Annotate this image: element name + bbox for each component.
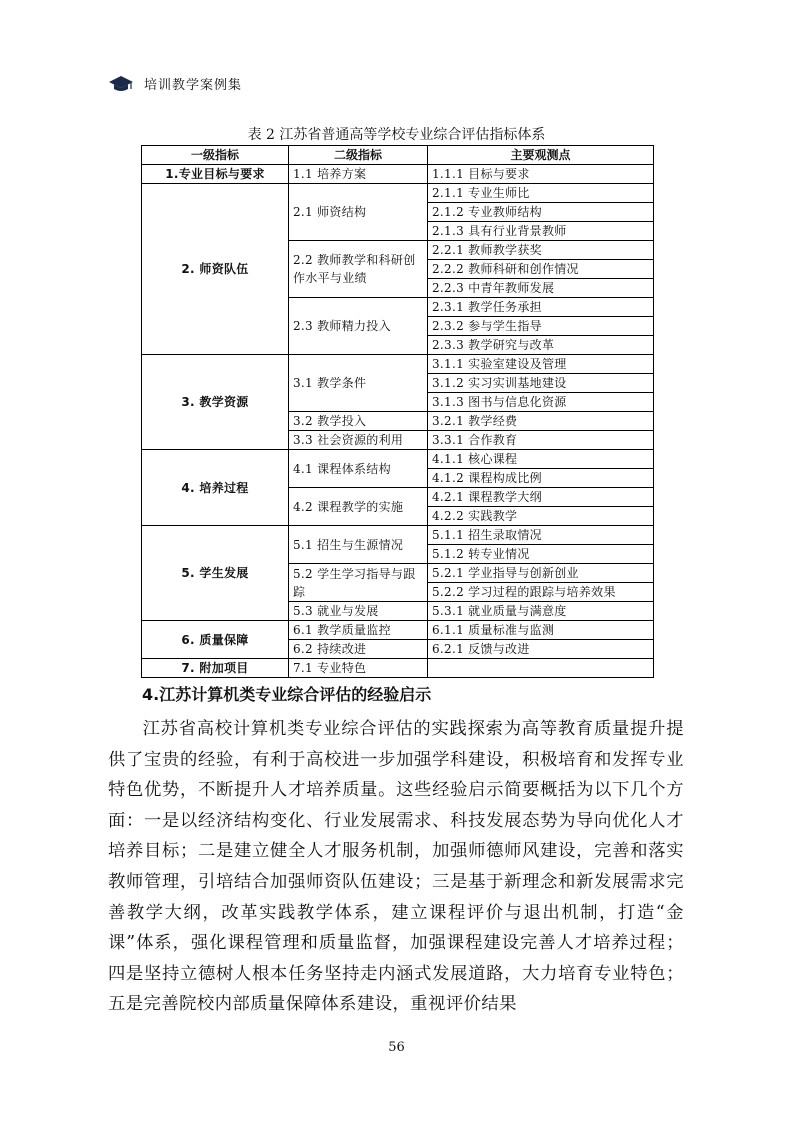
level1-cell: 6. 质量保障 [142,621,289,659]
level1-cell: 2. 师资队伍 [142,184,289,355]
observation-cell: 3.1.1 实验室建设及管理 [428,355,654,374]
level2-cell: 1.1 培养方案 [289,165,428,184]
column-header: 主要观测点 [428,146,654,165]
level1-cell: 4. 培养过程 [142,450,289,526]
observation-cell: 1.1.1 目标与要求 [428,165,654,184]
observation-cell: 3.1.3 图书与信息化资源 [428,393,654,412]
observation-cell: 3.2.1 教学经费 [428,412,654,431]
column-header: 二级指标 [289,146,428,165]
observation-cell: 4.2.2 实践教学 [428,507,654,526]
level2-cell: 3.3 社会资源的利用 [289,431,428,450]
level2-cell: 7.1 专业特色 [289,659,428,678]
level2-cell: 6.2 持续改进 [289,640,428,659]
level2-cell: 3.1 教学条件 [289,355,428,412]
section-heading: 4.江苏计算机类专业综合评估的经验启示 [142,685,432,704]
observation-cell: 5.3.1 就业质量与满意度 [428,602,654,621]
running-header [108,74,242,93]
level2-cell: 5.3 就业与发展 [289,602,428,621]
level2-cell: 2.2 教师教学和科研创作水平与业绩 [289,241,428,298]
observation-cell: 2.2.3 中青年教师发展 [428,279,654,298]
observation-cell: 3.1.2 实习实训基地建设 [428,374,654,393]
table-row [142,184,654,203]
level2-cell: 4.2 课程教学的实施 [289,488,428,526]
observation-cell: 3.3.1 合作教育 [428,431,654,450]
table-row [142,450,654,469]
level1-cell: 7. 附加项目 [142,659,289,678]
table-row [142,165,654,184]
table-caption: 表 2 江苏省普通高等学校专业综合评估指标体系 [247,127,546,143]
level2-cell: 4.1 课程体系结构 [289,450,428,488]
observation-cell [428,659,654,678]
level1-cell: 1.专业目标与要求 [142,165,289,184]
observation-cell: 2.1.3 具有行业背景教师 [428,222,654,241]
header-title: 培训教学案例集 [144,78,243,93]
graduation-cap-icon [108,75,134,93]
column-header: 一级指标 [142,146,289,165]
observation-cell: 5.1.2 转专业情况 [428,545,654,564]
level1-cell: 5. 学生发展 [142,526,289,621]
observation-cell: 2.1.2 专业教师结构 [428,203,654,222]
table-row [142,659,654,678]
level2-cell: 2.3 教师精力投入 [289,298,428,355]
observation-cell: 2.2.1 教师教学获奖 [428,241,654,260]
level2-cell: 2.1 师资结构 [289,184,428,241]
observation-cell: 6.2.1 反馈与改进 [428,640,654,659]
table-row [142,355,654,374]
observation-cell: 2.3.3 教学研究与改革 [428,336,654,355]
observation-cell: 4.1.1 核心课程 [428,450,654,469]
observation-cell: 4.1.2 课程构成比例 [428,469,654,488]
table-row [142,526,654,545]
observation-cell: 5.2.1 学业指导与创新创业 [428,564,654,583]
level2-cell: 5.2 学生学习指导与跟踪 [289,564,428,602]
observation-cell: 2.3.1 教学任务承担 [428,298,654,317]
observation-cell: 5.2.2 学习过程的跟踪与培养效果 [428,583,654,602]
level2-cell: 6.1 教学质量监控 [289,621,428,640]
observation-cell: 5.1.1 招生录取情况 [428,526,654,545]
observation-cell: 6.1.1 质量标准与监测 [428,621,654,640]
level1-cell: 3. 教学资源 [142,355,289,450]
observation-cell: 2.3.2 参与学生指导 [428,317,654,336]
page-number: 56 [388,1040,405,1055]
observation-cell: 4.2.1 课程教学大纲 [428,488,654,507]
evaluation-index-table [141,145,654,678]
observation-cell: 2.2.2 教师科研和创作情况 [428,260,654,279]
observation-cell: 2.1.1 专业生师比 [428,184,654,203]
level2-cell: 5.1 招生与生源情况 [289,526,428,564]
table-row [142,621,654,640]
level2-cell: 3.2 教学投入 [289,412,428,431]
table-header-row [142,146,654,165]
body-paragraph: 江苏省高校计算机类专业综合评估的实践探索为高等教育质量提升提供了宝贵的经验，有利于高校进一步加强学科建设，积极培育和发挥专业特色优势，不断提升人才培养质量。这些经验启示简要概括为以下几个方面：一是以经济结构变化、行业发展需求、科技发展态势为导向优化人才培养目标；二是建立健全人才服务机制，加强师德师风建设，完善和落实教师管理，引培结合加强师资队伍建设；三是基于新理念和新发展需求完善教学大纲，改革实践教学体系，建立课程评价与退出机制，打造“金课”体系，强化课程管理和质量监督，加强课程建设完善人才培养过程；四是坚持立德树人根本任务坚持走内涵式发展道路，大力培育专业特色；五是完善院校内部质量保障体系建设，重视评价结果 [108,719,684,1015]
